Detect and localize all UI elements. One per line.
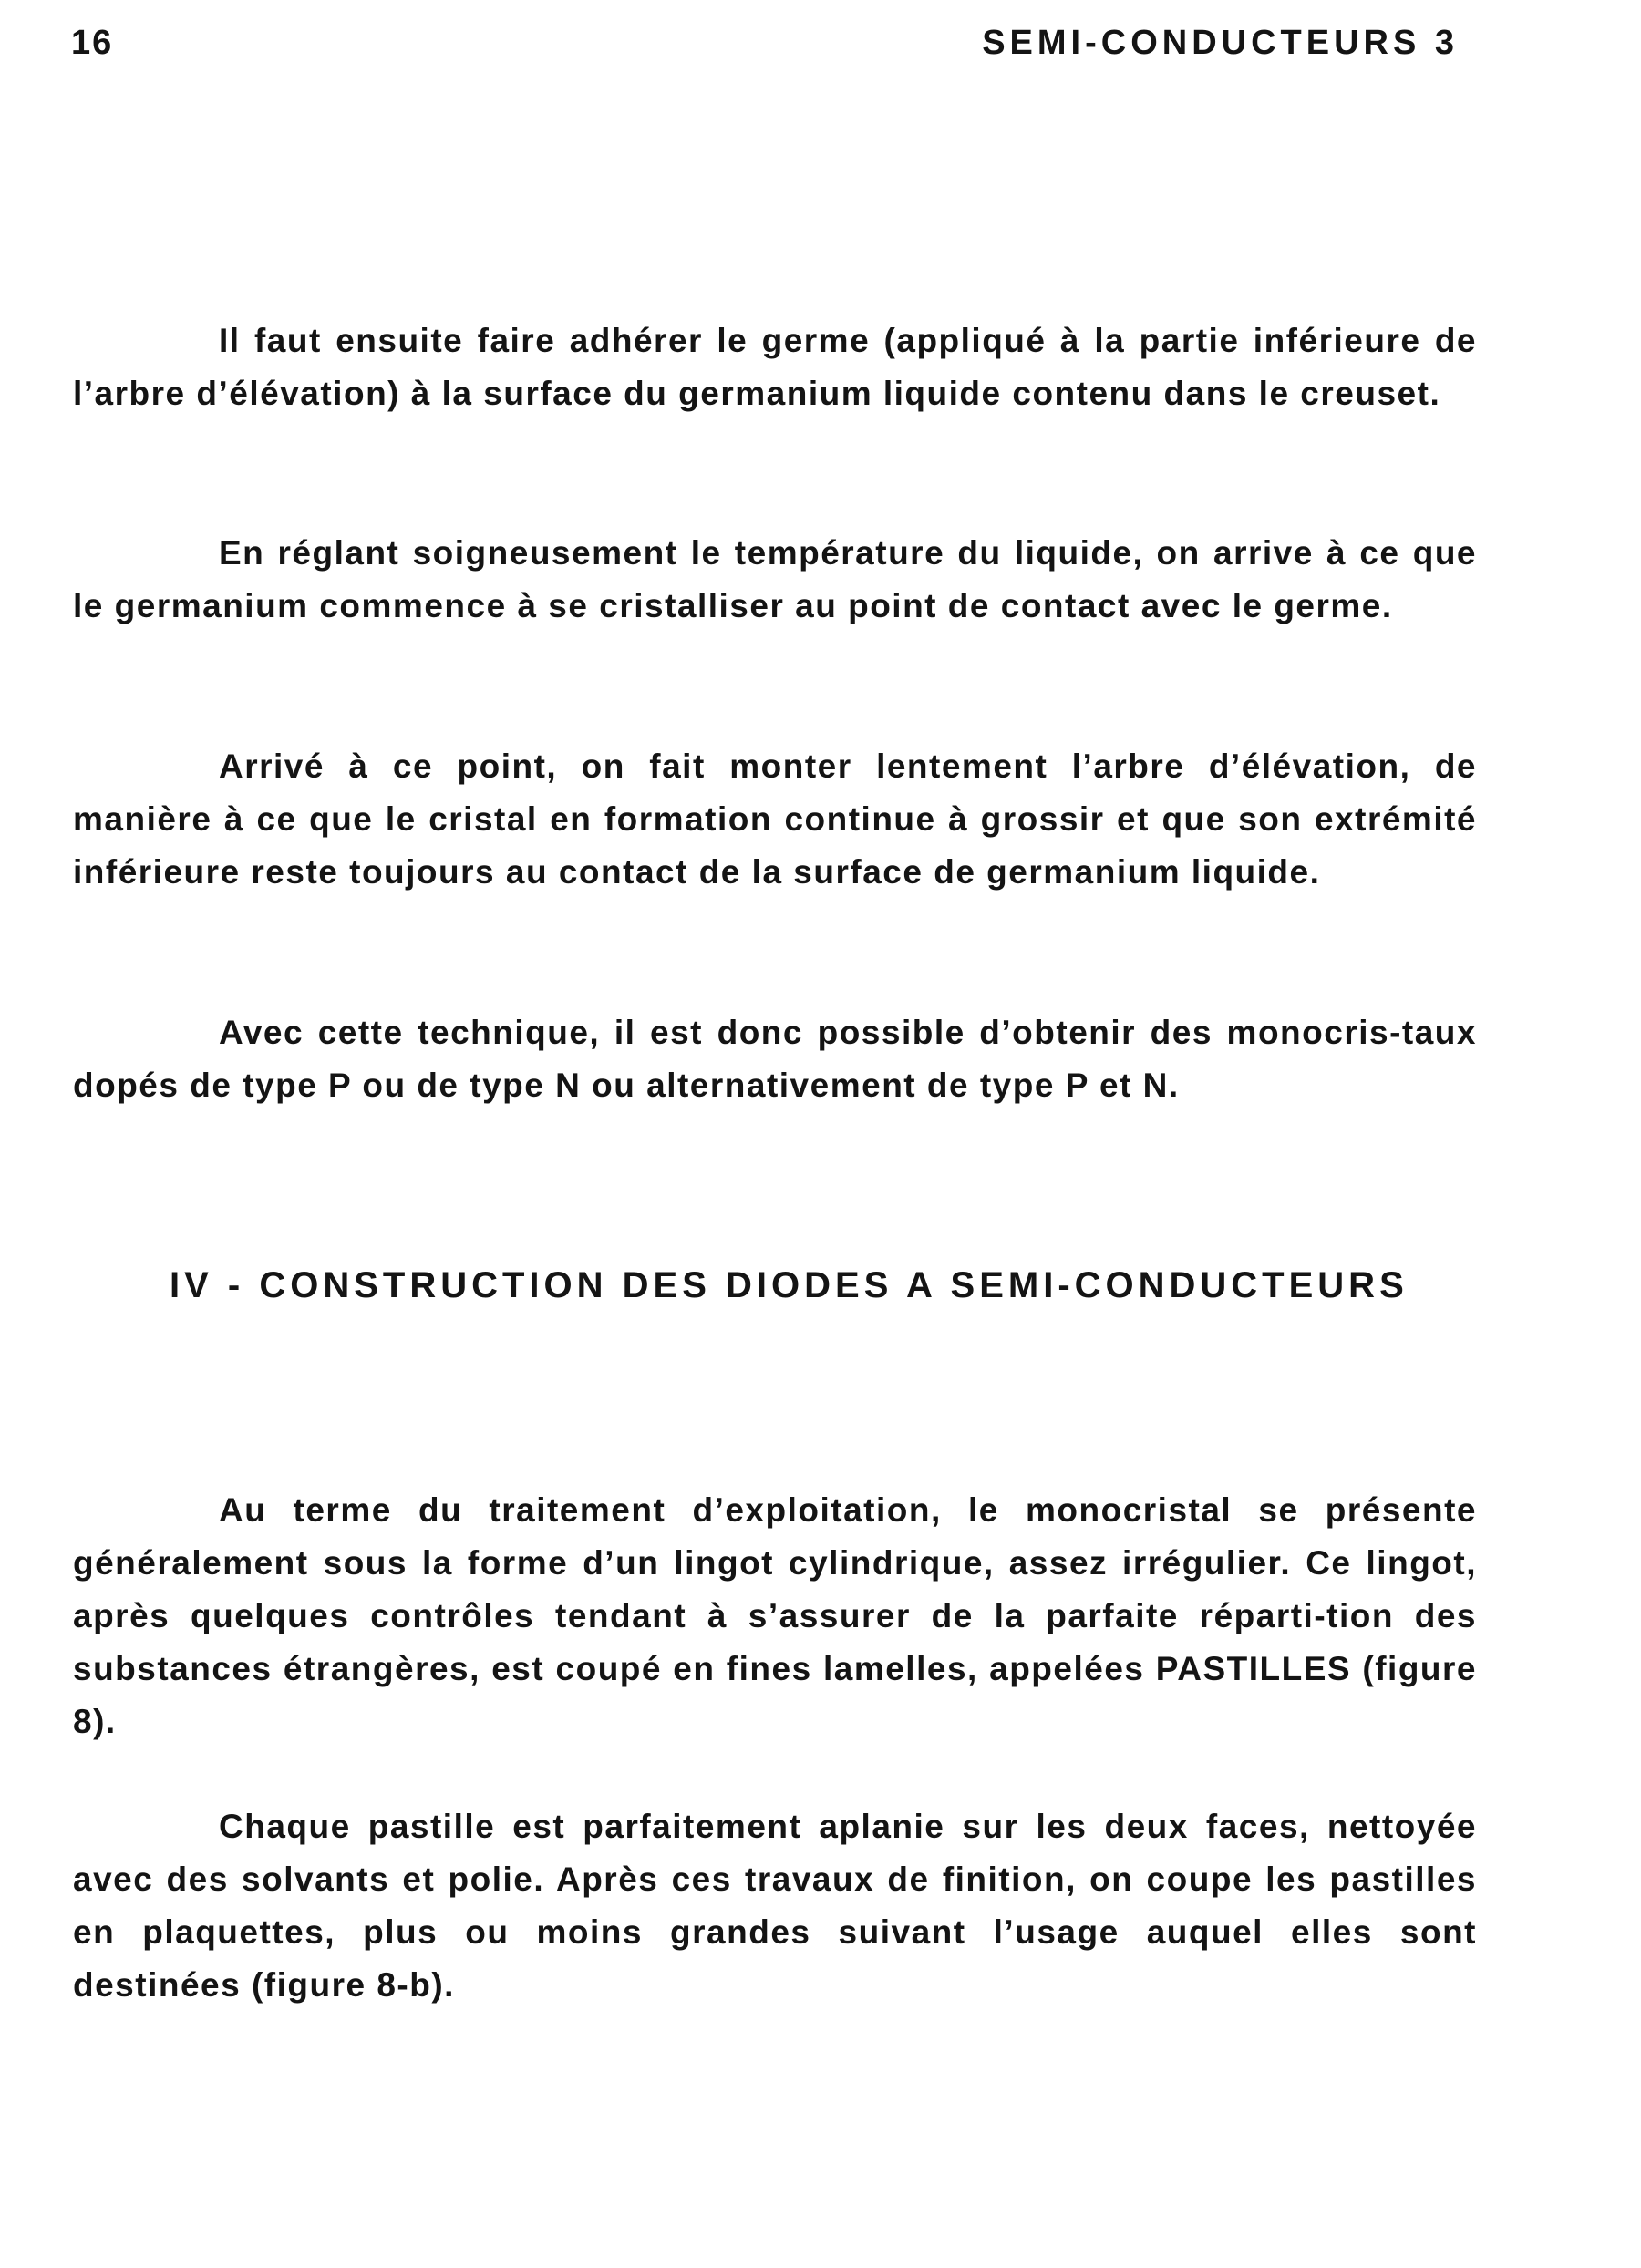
section-heading: IV - CONSTRUCTION DES DIODES A SEMI-CONDUCTEURS bbox=[170, 1265, 1409, 1305]
paragraph-temperature: En réglant soigneusement le température du liquide, on arrive à ce que le germanium commence à se cristalliser au point de contact avec le germe. bbox=[73, 534, 1477, 624]
paragraph-elevation: Arrivé à ce point, on fait monter lentement l’arbre d’élévation, de manière à ce que le cristal en formation continue à grossir et que son extrémité inférieure reste toujours au contact de la surface de germanium liquide. bbox=[73, 747, 1477, 891]
paragraph-pastille: Chaque pastille est parfaitement aplanie sur les deux faces, nettoyée avec des solvants et polie. Après ces travaux de finition, on coupe les pastilles en plaquettes, plus ou moins grandes suivant l’usage auquel elles sont destinées (figure 8-b). bbox=[73, 1808, 1477, 2004]
paragraph-lingot: Au terme du traitement d’exploitation, le monocristal se présente généralement sous la forme d’un lingot cylindrique, assez irrégulier. Ce lingot, après quelques contrôles tendant à s’assurer de la parfaite réparti-tion des substances étrangères, est coupé en fines lamelles, appelées PASTILLES (figure 8). bbox=[73, 1491, 1477, 1740]
paragraph-germe-adhesion: Il faut ensuite faire adhérer le germe (appliqué à la partie inférieure de l’arbre d’élévation) à la surface du germanium liquide contenu dans le creuset. bbox=[73, 322, 1477, 412]
paragraph-technique: Avec cette technique, il est donc possible d’obtenir des monocris-taux dopés de type P ou de type N ou alternativement de type P et N. bbox=[73, 1014, 1477, 1104]
running-title: SEMI-CONDUCTEURS 3 bbox=[982, 24, 1459, 62]
page-number: 16 bbox=[71, 24, 114, 62]
